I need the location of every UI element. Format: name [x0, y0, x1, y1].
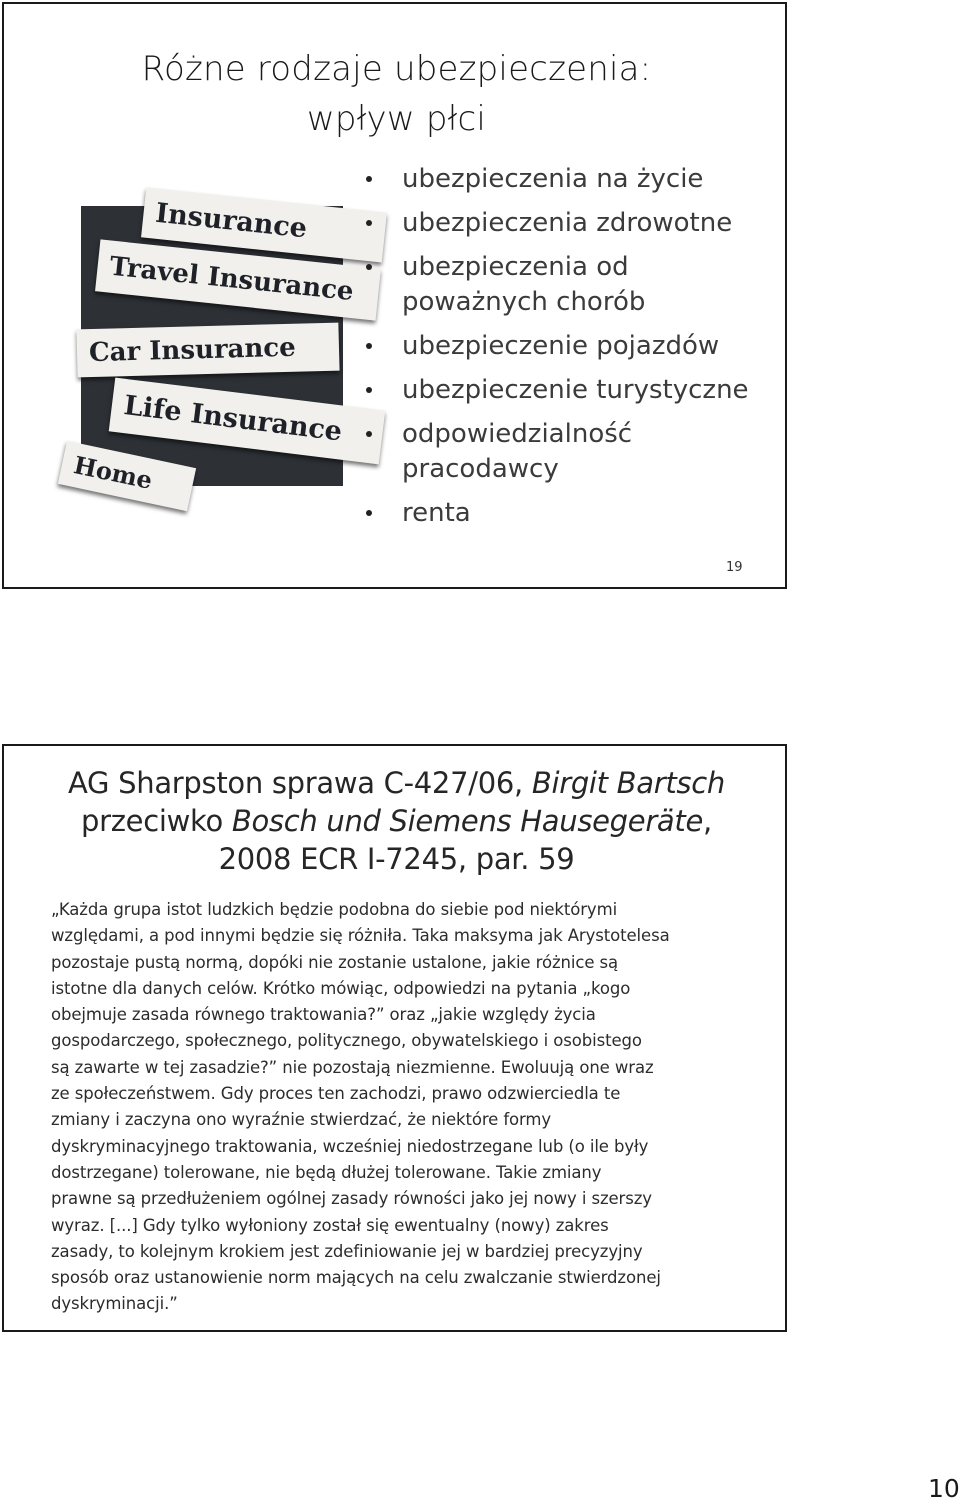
title-line: 2008 ECR I-7245, par. 59	[218, 842, 575, 876]
car-insurance-strip: Car Insurance	[76, 323, 339, 378]
list-item: ubezpieczenia zdrowotne	[402, 206, 749, 241]
bullet-icon	[366, 387, 372, 393]
list-item: ubezpieczenie turystyczne	[402, 373, 749, 408]
quote-line: dostrzegane) tolerowane, nie będą dłużej tolerowane. Takie zmiany	[51, 1162, 602, 1182]
title-line: Różne rodzaje ubezpieczenia:	[141, 49, 652, 89]
quote-line: obejmuje zasada równego traktowania?” oraz „jakie względy życia	[51, 1005, 596, 1025]
quote-line: sposób oraz ustanowienie norm mających na celu zwalczanie stwierdzonej	[51, 1268, 661, 1288]
list-item: renta	[402, 496, 749, 531]
quote-line: „Każda grupa istot ludzkich będzie podobna do siebie pod niektórymi	[51, 900, 618, 919]
bullet-icon	[366, 176, 372, 182]
quote-paragraph	[51, 897, 741, 1318]
list-item: ubezpieczenie pojazdów	[402, 329, 749, 364]
home-insurance-strip: Home	[58, 441, 196, 511]
quote-line: istotne dla danych celów. Krótko mówiąc, odpowiedzi na pytania „kogo	[51, 978, 631, 998]
quote-line: ze społeczeństwem. Gdy proces ten zachodzi, prawo odzwierciedla te	[51, 1084, 621, 1104]
quote-line: gospodarczego, społecznego, politycznego, obywatelskiego i osobistego	[51, 1031, 642, 1051]
list-item: ubezpieczenia od poważnych chorób	[402, 250, 749, 320]
slide-20	[2, 744, 787, 1332]
title-line: przeciwko Bosch und Siemens Hausegeräte,	[81, 804, 712, 838]
quote-line: wyraz. [...] Gdy tylko wyłoniony został się ewentualny (nowy) zakres	[51, 1215, 609, 1235]
insurance-types-list	[402, 162, 749, 540]
title-line: AG Sharpston sprawa C-427/06, Birgit Bartsch	[68, 766, 725, 800]
quote-line: zasady, to kolejnym krokiem jest zdefiniowanie jej w bardziej precyzyjny	[51, 1241, 643, 1261]
slide-title	[4, 44, 789, 144]
bullet-icon	[366, 343, 372, 349]
title-line: wpływ płci	[306, 99, 487, 139]
list-item: ubezpieczenia na życie	[402, 162, 749, 197]
bullet-icon	[366, 510, 372, 516]
quote-line: zmiany i zaczyna ono wyraźnie stwierdzać, że niektóre formy	[51, 1110, 552, 1130]
insurance-headlines-photo	[71, 197, 355, 495]
travel-insurance-strip: Travel Insurance	[95, 239, 381, 320]
page-number: 10	[928, 1474, 960, 1503]
life-insurance-strip: Life Insurance	[109, 378, 386, 465]
insurance-strip: Insurance	[141, 187, 387, 262]
list-item: odpowiedzialność pracodawcy	[402, 417, 749, 487]
slide-number: 19	[726, 560, 743, 575]
quote-line: dyskryminacji.”	[51, 1294, 178, 1314]
quote-line: dyskryminacyjnego traktowania, wcześniej niedostrzegane lub (o ile były	[51, 1136, 649, 1156]
bullet-icon	[366, 431, 372, 437]
quote-line: względami, a pod innymi będzie się różniła. Taka maksyma jak Arystotelesa	[51, 926, 670, 946]
slide-title	[4, 764, 789, 878]
quote-line: pozostaje pustą normą, dopóki nie zostanie ustalone, jakie różnice są	[51, 952, 619, 972]
quote-line: są zawarte w tej zasadzie?” nie pozostają niezmienne. Ewoluują one wraz	[51, 1057, 654, 1077]
slide-19	[2, 2, 787, 589]
quote-line: prawne są przedłużeniem ogólnej zasady równości jako jej nowy i szerszy	[51, 1189, 652, 1209]
bullet-icon	[366, 220, 372, 226]
bullet-icon	[366, 264, 372, 270]
